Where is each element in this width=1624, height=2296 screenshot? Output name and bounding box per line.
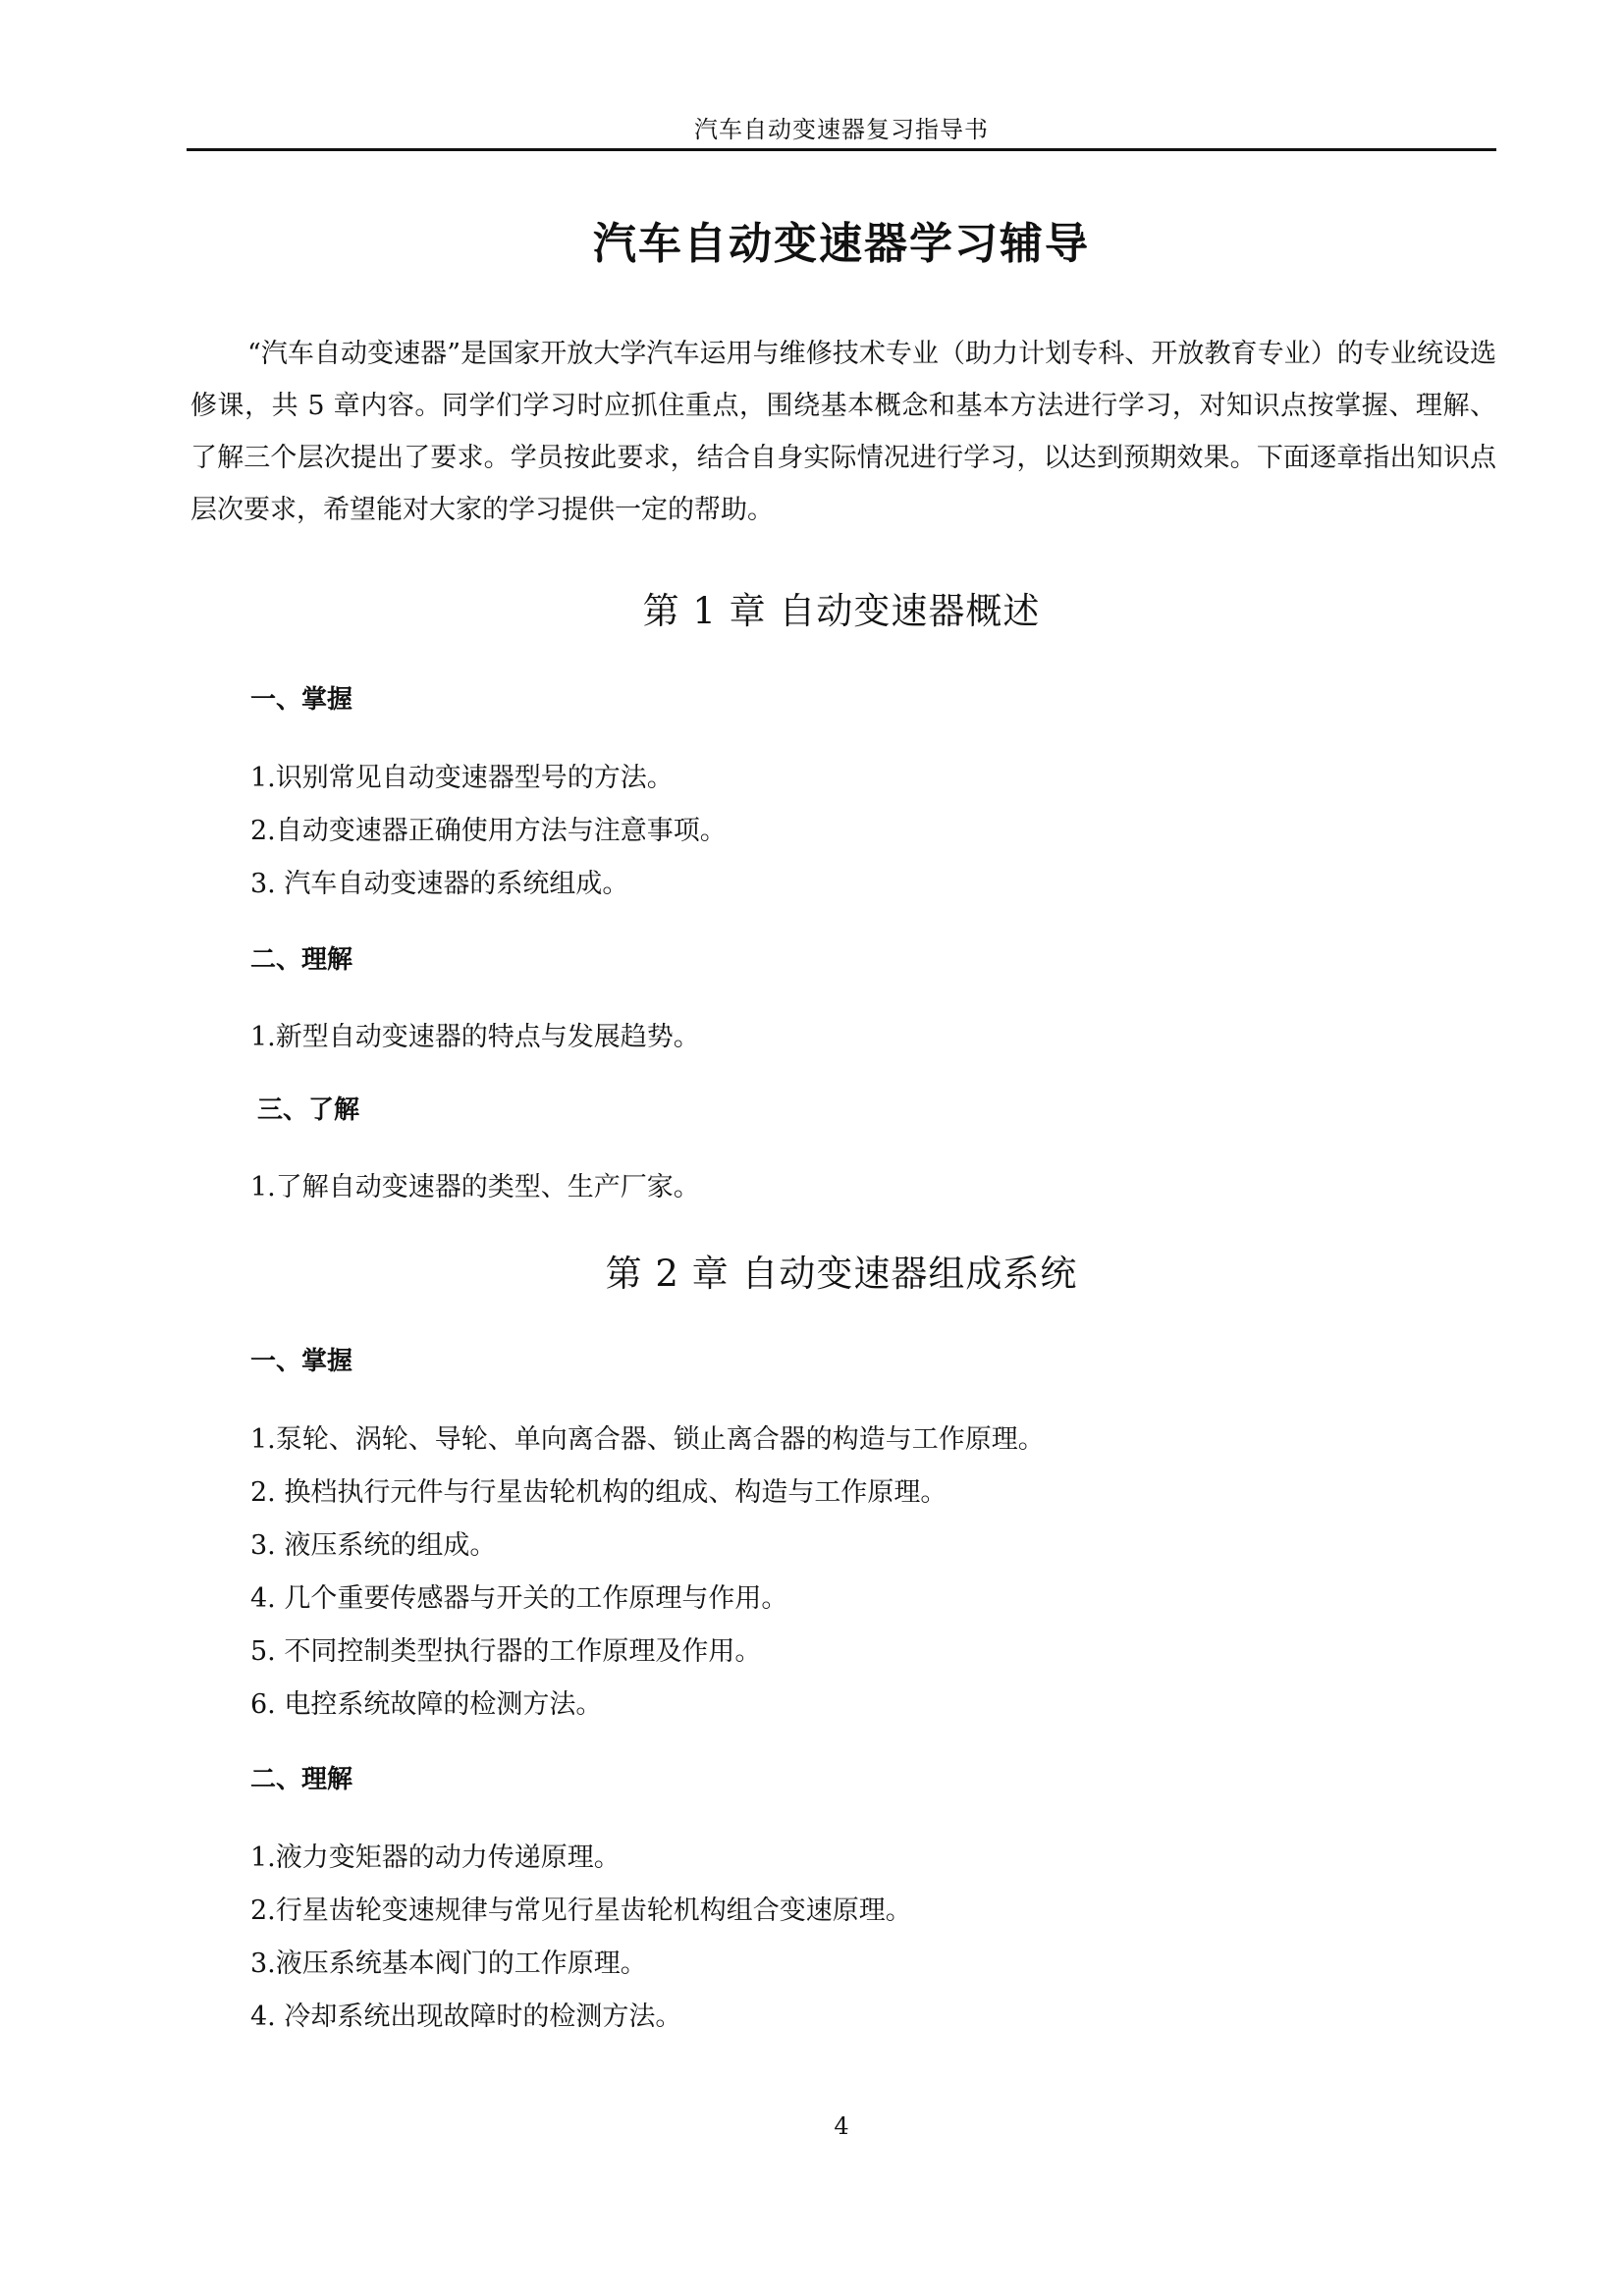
chapter-2-section-master-heading: 一、掌握 (250, 1347, 353, 1376)
document-title: 汽车自动变速器学习辅导 (593, 219, 1090, 269)
chapter-2-title: 第 2 章 自动变速器组成系统 (605, 1253, 1078, 1295)
list-item: 1.泵轮、涡轮、导轮、单向离合器、锁止离合器的构造与工作原理。 (250, 1424, 1045, 1455)
header-rule (187, 148, 1496, 151)
list-item: 4. 几个重要传感器与开关的工作原理与作用。 (250, 1583, 788, 1614)
chapter-1-section-understand-heading: 二、理解 (250, 945, 353, 975)
chapter-2-section-understand-heading: 二、理解 (250, 1765, 353, 1794)
chapter-1-title: 第 1 章 自动变速器概述 (642, 590, 1041, 632)
list-item: 2.自动变速器正确使用方法与注意事项。 (250, 816, 727, 846)
list-item: 3.液压系统基本阀门的工作原理。 (250, 1949, 647, 1979)
list-item: 4. 冷却系统出现故障时的检测方法。 (250, 2002, 682, 2032)
chapter-1-section-know-heading: 三、了解 (257, 1095, 360, 1125)
list-item: 3. 汽车自动变速器的系统组成。 (250, 869, 629, 899)
list-item: 1.识别常见自动变速器型号的方法。 (250, 763, 674, 793)
list-item: 2.行星齿轮变速规律与常见行星齿轮机构组合变速原理。 (250, 1896, 912, 1926)
running-header: 汽车自动变速器复习指导书 (694, 116, 989, 143)
intro-paragraph: “汽车自动变速器”是国家开放大学汽车运用与维修技术专业（助力计划专科、开放教育专业）的专业统设选修课，共 5 章内容。同学们学习时应抓住重点，围绕基本概念和基本方法进行学习，对知识点按掌握、理解、了解三个层次提出了要求。学员按此要求，结合自身实际情况进行学习，以达到预期效果。下面逐章指出知识点层次要求，希望能对大家的学习提供一定的帮助。 (190, 339, 1496, 525)
list-item: 1.了解自动变速器的类型、生产厂家。 (250, 1172, 700, 1202)
list-item: 2. 换档执行元件与行星齿轮机构的组成、构造与工作原理。 (250, 1477, 947, 1508)
list-item: 5. 不同控制类型执行器的工作原理及作用。 (250, 1636, 762, 1667)
list-item: 6. 电控系统故障的检测方法。 (250, 1689, 603, 1720)
page-number: 4 (834, 2112, 849, 2140)
list-item: 1.液力变矩器的动力传递原理。 (250, 1842, 621, 1873)
chapter-1-section-master-heading: 一、掌握 (250, 685, 353, 715)
list-item: 3. 液压系统的组成。 (250, 1530, 497, 1561)
list-item: 1.新型自动变速器的特点与发展趋势。 (250, 1022, 700, 1052)
